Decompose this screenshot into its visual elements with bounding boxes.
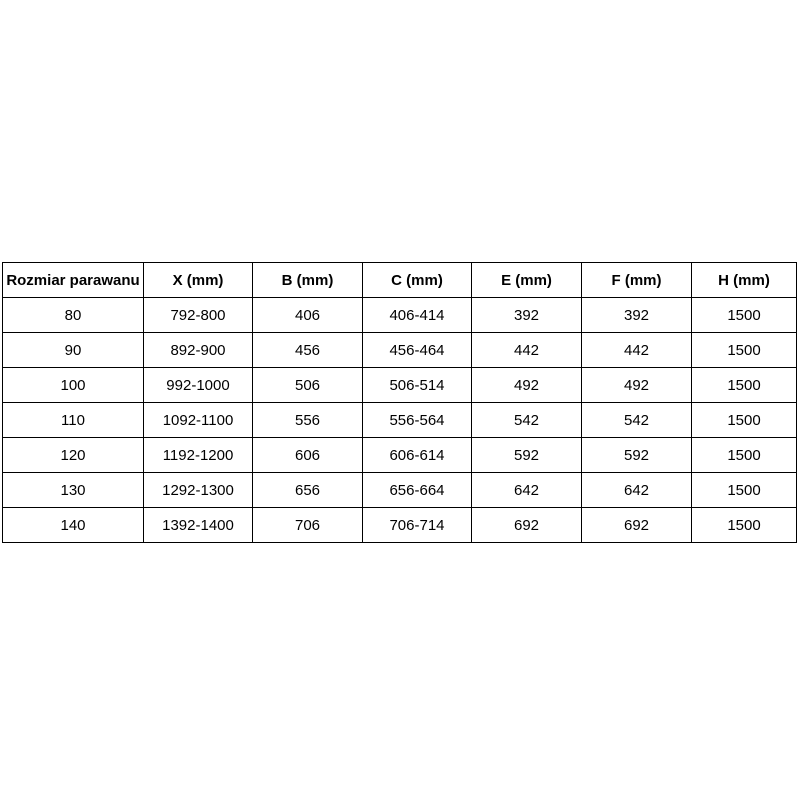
table-cell: 140 xyxy=(3,508,144,543)
table-cell: 556-564 xyxy=(363,403,472,438)
table-cell: 1292-1300 xyxy=(144,473,253,508)
table-cell: 542 xyxy=(472,403,582,438)
table-cell: 792-800 xyxy=(144,298,253,333)
table-cell: 706-714 xyxy=(363,508,472,543)
header-cell-x: X (mm) xyxy=(144,263,253,298)
table-cell: 592 xyxy=(472,438,582,473)
table-cell: 1500 xyxy=(692,333,797,368)
header-cell-h: H (mm) xyxy=(692,263,797,298)
table-cell: 1500 xyxy=(692,403,797,438)
table-cell: 392 xyxy=(472,298,582,333)
table-cell: 130 xyxy=(3,473,144,508)
table-row xyxy=(3,333,797,368)
table-cell: 1500 xyxy=(692,368,797,403)
table-cell: 642 xyxy=(582,473,692,508)
table-row xyxy=(3,438,797,473)
table-cell: 606-614 xyxy=(363,438,472,473)
table-cell: 442 xyxy=(472,333,582,368)
table-cell: 1392-1400 xyxy=(144,508,253,543)
table-row xyxy=(3,403,797,438)
table-cell: 656-664 xyxy=(363,473,472,508)
header-cell-rozmiar: Rozmiar parawanu xyxy=(3,263,144,298)
table-cell: 606 xyxy=(253,438,363,473)
table-cell: 456-464 xyxy=(363,333,472,368)
table-cell: 456 xyxy=(253,333,363,368)
table-cell: 692 xyxy=(472,508,582,543)
table-cell: 110 xyxy=(3,403,144,438)
table-cell: 592 xyxy=(582,438,692,473)
table-cell: 892-900 xyxy=(144,333,253,368)
table-body xyxy=(3,298,797,543)
table-row xyxy=(3,473,797,508)
table-cell: 120 xyxy=(3,438,144,473)
table-cell: 80 xyxy=(3,298,144,333)
table-row xyxy=(3,508,797,543)
header-cell-c: C (mm) xyxy=(363,263,472,298)
table-cell: 1092-1100 xyxy=(144,403,253,438)
table-cell: 992-1000 xyxy=(144,368,253,403)
table-cell: 506-514 xyxy=(363,368,472,403)
table-cell: 656 xyxy=(253,473,363,508)
table-cell: 492 xyxy=(582,368,692,403)
table-cell: 1192-1200 xyxy=(144,438,253,473)
table-row xyxy=(3,298,797,333)
table-cell: 506 xyxy=(253,368,363,403)
table-cell: 492 xyxy=(472,368,582,403)
table-cell: 556 xyxy=(253,403,363,438)
table-cell: 642 xyxy=(472,473,582,508)
table-cell: 406-414 xyxy=(363,298,472,333)
table-cell: 100 xyxy=(3,368,144,403)
table-cell: 1500 xyxy=(692,298,797,333)
table-cell: 542 xyxy=(582,403,692,438)
table-cell: 406 xyxy=(253,298,363,333)
table-cell: 392 xyxy=(582,298,692,333)
table-cell: 1500 xyxy=(692,438,797,473)
dimension-table xyxy=(2,262,797,543)
table-cell: 90 xyxy=(3,333,144,368)
table-cell: 692 xyxy=(582,508,692,543)
table-header xyxy=(3,263,797,298)
table-cell: 1500 xyxy=(692,508,797,543)
table-cell: 442 xyxy=(582,333,692,368)
header-cell-e: E (mm) xyxy=(472,263,582,298)
table-header-row xyxy=(3,263,797,298)
table-row xyxy=(3,368,797,403)
table-cell: 706 xyxy=(253,508,363,543)
header-cell-b: B (mm) xyxy=(253,263,363,298)
table-cell: 1500 xyxy=(692,473,797,508)
header-cell-f: F (mm) xyxy=(582,263,692,298)
